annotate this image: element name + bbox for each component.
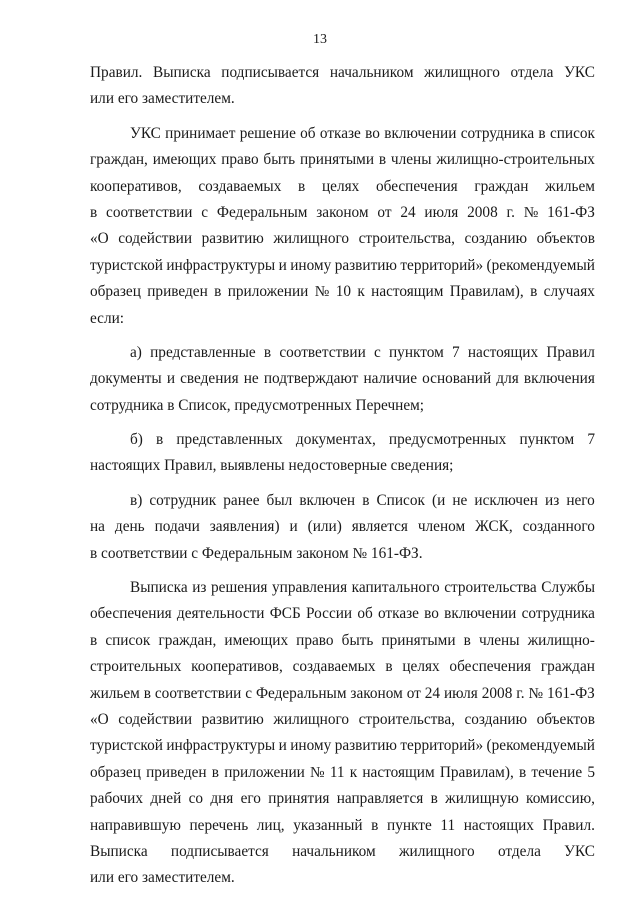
list-item-c	[90, 488, 595, 567]
text-line: обеспечения деятельности ФСБ России об отказе во включении сотрудника	[90, 605, 595, 623]
text-line: или его заместителем.	[90, 90, 235, 108]
text-line: «О содействии развитию жилищного строительства, созданию объектов	[90, 230, 595, 248]
text-line: в соответствии с Федеральным законом от 24 июля 2008 г. № 161-ФЗ	[90, 203, 595, 221]
text-line: кооперативов, создаваемых в целях обеспечения граждан жильем	[90, 177, 595, 195]
text-line: если:	[90, 309, 125, 327]
text-line: в) сотрудник ранее был включен в Список (и не исключен из него	[130, 491, 595, 509]
text-line: граждан, имеющих право быть принятыми в члены жилищно-строительных	[90, 151, 595, 169]
text-line: документы и сведения не подтверждают наличие оснований для включения	[90, 370, 595, 388]
paragraph-continuation	[90, 60, 595, 113]
text-line: Выписка подписывается начальником жилищного отдела УКС	[90, 842, 595, 860]
text-line: строительных кооперативов, создаваемых в целях обеспечения граждан	[90, 658, 595, 676]
list-item-b	[90, 427, 595, 480]
text-line: или его заместителем.	[90, 869, 235, 887]
text-line: в соответствии с Федеральным законом № 161-ФЗ.	[90, 544, 423, 562]
text-line: УКС принимает решение об отказе во включении сотрудника в список	[130, 124, 595, 142]
text-line: образец приведен в приложении № 10 к настоящим Правилам), в случаях	[90, 283, 595, 301]
document-body	[90, 60, 595, 892]
text-line: б) в представленных документах, предусмотренных пунктом 7	[130, 431, 595, 449]
text-line: Выписка из решения управления капитального строительства Службы	[130, 579, 595, 597]
text-line: туристской инфраструктуры и иному развитию территорий» (рекомендуемый	[90, 256, 595, 274]
text-line: жильем в соответствии с Федеральным законом от 24 июля 2008 г. № 161-ФЗ	[90, 684, 595, 702]
text-line: туристской инфраструктуры и иному развитию территорий» (рекомендуемый	[90, 737, 595, 755]
text-line: направившую перечень лиц, указанный в пункте 11 настоящих Правил.	[90, 816, 595, 834]
list-item-a	[90, 340, 595, 419]
text-line: на день подачи заявления) и (или) является членом ЖСК, созданного	[90, 518, 595, 536]
text-line: сотрудника в Список, предусмотренных Перечнем;	[90, 396, 425, 414]
page-number: 13	[313, 32, 327, 47]
text-line: Правил. Выписка подписывается начальником жилищного отдела УКС	[90, 64, 595, 81]
paragraph-refusal-decision	[90, 121, 595, 332]
text-line: образец приведен в приложении № 11 к настоящим Правилам), в течение 5	[90, 763, 595, 781]
text-line: рабочих дней со дня его принятия направляется в жилищную комиссию,	[90, 790, 595, 808]
paragraph-extract	[90, 575, 595, 892]
text-line: в список граждан, имеющих право быть принятыми в члены жилищно-	[90, 631, 595, 649]
text-line: «О содействии развитию жилищного строительства, созданию объектов	[90, 710, 595, 728]
text-line: настоящих Правил, выявлены недостоверные сведения;	[90, 457, 454, 475]
text-line: а) представленные в соответствии с пунктом 7 настоящих Правил	[130, 343, 595, 361]
